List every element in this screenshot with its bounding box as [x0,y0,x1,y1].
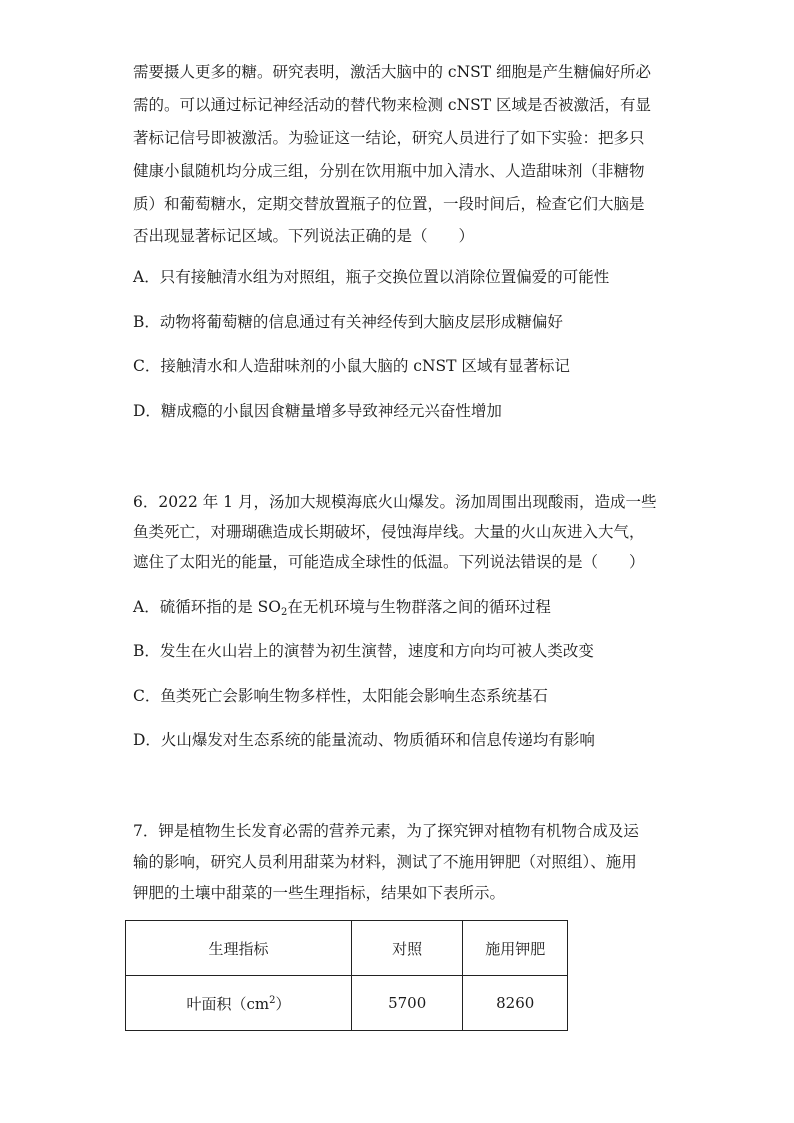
row-label-suffix: ） [275,994,291,1013]
q5-option-c[interactable]: C．接触清水和人造甜味剂的小鼠大脑的 cNST 区域有显著标记 [133,357,570,375]
q5-option-a[interactable]: A．只有接触清水组为对照组，瓶子交换位置以消除位置偏爱的可能性 [133,268,610,286]
q5-line-4: 健康小鼠随机均分成三组，分别在饮用瓶中加入清水、人造甜味剂（非糖物 [133,162,645,180]
table-header-cell: 施用钾肥 [463,921,568,976]
q5-line-1: 需要摄人更多的糖。研究表明，激活大脑中的 cNST 细胞是产生糖偏好所必 [133,63,652,81]
q7-results-table [125,920,568,1031]
q6-line-2: 鱼类死亡，对珊瑚礁造成长期破坏，侵蚀海岸线。大量的火山灰进入大气， [133,523,645,541]
q6-option-d[interactable]: D．火山爆发对生态系统的能量流动、物质循环和信息传递均有影响 [133,731,595,749]
table-row [126,976,568,1031]
q7-line-2: 输的影响，研究人员利用甜菜为材料，测试了不施用钾肥（对照组）、施用 [133,853,637,871]
q5-line-2: 需的。可以通过标记神经活动的替代物来检测 cNST 区域是否被激活，有显 [133,96,652,114]
table-row-label [126,976,352,1031]
q5-line-3: 著标记信号即被激活。为验证这一结论，研究人员进行了如下实验：把多只 [133,129,645,147]
q6-option-a-prefix: A．硫循环指的是 SO [133,598,281,616]
q5-line-5: 质）和葡萄糖水，定期交替放置瓶子的位置，一段时间后，检查它们大脑是 [133,195,645,213]
q5-line-6: 否出现显著标记区域。下列说法正确的是（ ） [133,227,475,245]
q6-option-a[interactable] [133,597,551,623]
row-label-prefix: 叶面积（cm [186,994,270,1013]
table-header-cell: 生理指标 [126,921,352,976]
q6-line-3: 遮住了太阳光的能量，可能造成全球性的低温。下列说法错误的是（ ） [133,553,645,571]
q5-option-b[interactable]: B．动物将葡萄糖的信息通过有关神经传到大脑皮层形成糖偏好 [133,313,563,331]
q6-line-1: 6．2022 年 1 月，汤加大规模海底火山爆发。汤加周围出现酸雨，造成一些 [133,493,657,511]
row-label-superscript: 2 [269,994,276,1006]
q6-option-a-subscript: 2 [280,607,288,618]
table-cell: 5700 [351,976,463,1031]
q7-line-1: 7．钾是植物生长发育必需的营养元素，为了探究钾对植物有机物合成及运 [133,822,639,840]
q6-option-c[interactable]: C．鱼类死亡会影响生物多样性，太阳能会影响生态系统基石 [133,687,548,705]
q7-line-3: 钾肥的土壤中甜菜的一些生理指标，结果如下表所示。 [133,884,506,902]
q6-option-b[interactable]: B．发生在火山岩上的演替为初生演替，速度和方向均可被人类改变 [133,642,594,660]
q5-option-d[interactable]: D．糖成瘾的小鼠因食糖量增多导致神经元兴奋性增加 [133,402,502,420]
table-cell: 8260 [463,976,568,1031]
table-header-row [126,921,568,976]
q6-option-a-suffix: 在无机环境与生物群落之间的循环过程 [287,598,551,616]
table-header-cell: 对照 [351,921,463,976]
